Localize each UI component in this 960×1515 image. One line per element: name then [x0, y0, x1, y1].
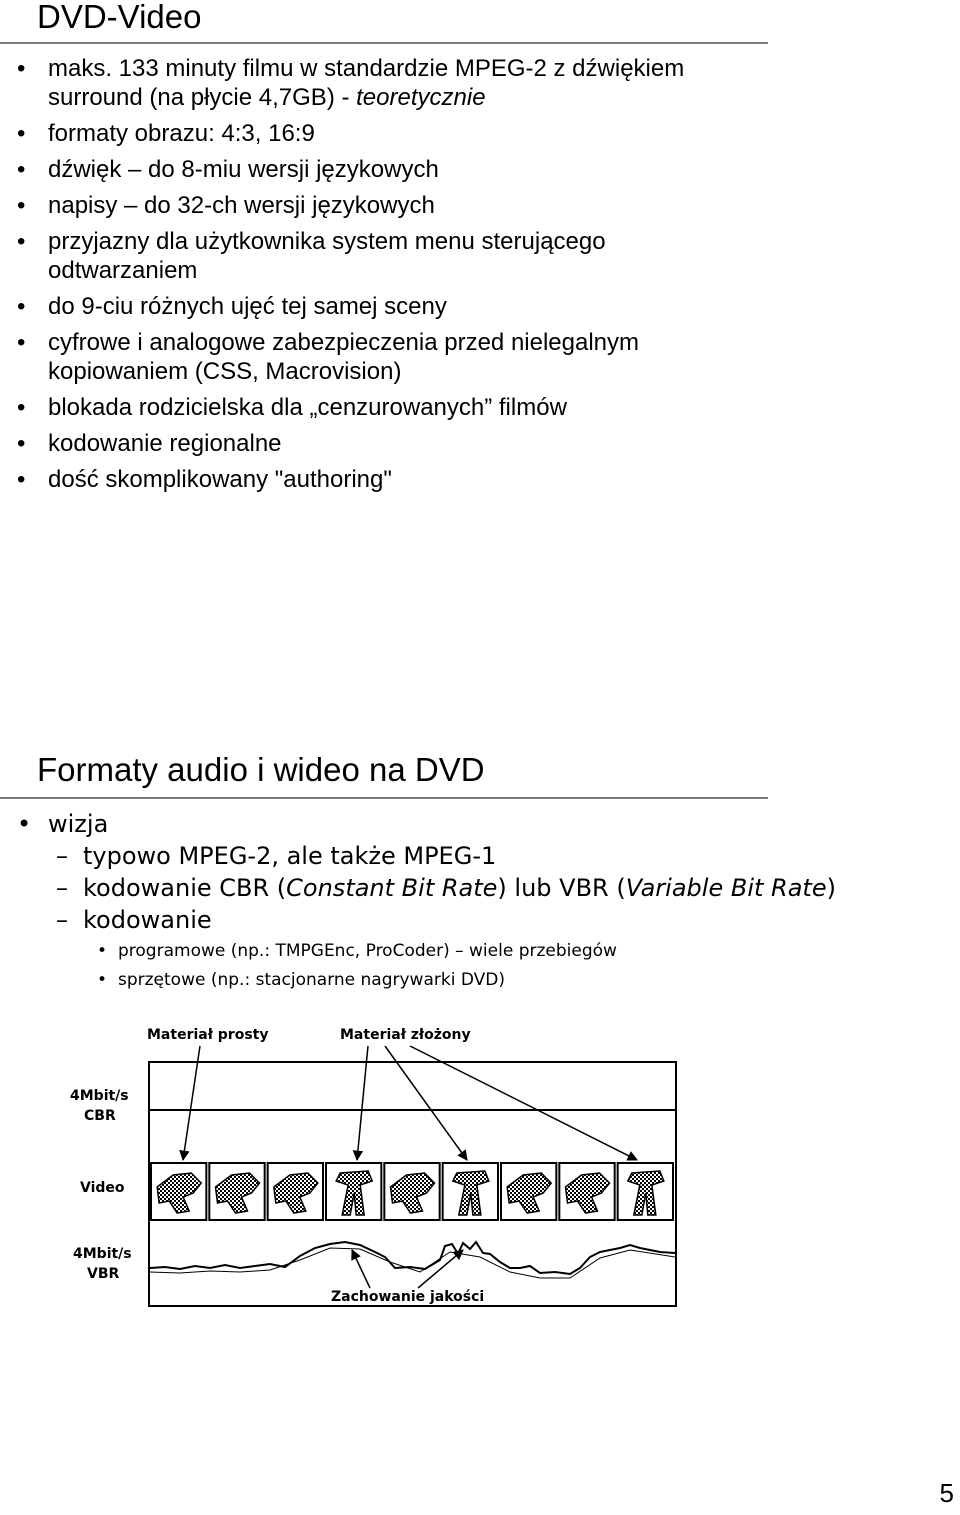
- arrow-complex-2: [385, 1046, 467, 1160]
- list-item: – kodowanie: [0, 908, 836, 932]
- cbr-label: CBR: [84, 1108, 116, 1124]
- video-frame: [443, 1163, 498, 1220]
- page-number: 5: [939, 1478, 954, 1508]
- list-item: • przyjazny dla użytkownika system menu sterującego odtwarzaniem: [0, 227, 684, 285]
- video-frame: [151, 1163, 206, 1220]
- feature-list: [0, 54, 684, 501]
- video-frame: [326, 1163, 381, 1220]
- format-list: [0, 812, 836, 998]
- label-complex-material: Materiał złożony: [340, 1027, 471, 1043]
- video-label: Video: [80, 1180, 125, 1196]
- video-frame: [559, 1163, 614, 1220]
- slide-title: DVD-Video: [37, 0, 202, 35]
- arrow-simple: [183, 1046, 200, 1160]
- video-frame: [268, 1163, 323, 1220]
- list-item: • cyfrowe i analogowe zabezpieczenia przed nielegalnym kopiowaniem (CSS, Macrovision): [0, 328, 684, 386]
- quality-label: Zachowanie jakości: [331, 1289, 485, 1305]
- cbr-vbr-diagram: [0, 1010, 960, 1340]
- list-item: • wizja: [0, 812, 836, 836]
- vbr-curve-secondary: [150, 1248, 675, 1278]
- title-rule: [0, 797, 768, 799]
- video-frames: [151, 1163, 673, 1220]
- vbr-rate-label: 4Mbit/s: [73, 1246, 132, 1262]
- list-item: • dość skomplikowany "authoring": [0, 465, 684, 494]
- list-item: • programowe (np.: TMPGEnc, ProCoder) – wiele przebiegów: [0, 940, 836, 962]
- list-item: • sprzętowe (np.: stacjonarne nagrywarki DVD): [0, 969, 836, 991]
- list-item: • blokada rodzicielska dla „cenzurowanych” filmów: [0, 393, 684, 422]
- video-frame: [209, 1163, 264, 1220]
- vbr-label: VBR: [87, 1266, 120, 1282]
- list-item: • do 9-ciu różnych ujęć tej samej sceny: [0, 292, 684, 321]
- list-item: • napisy – do 32-ch wersji językowych: [0, 191, 684, 220]
- arrow-complex-1: [357, 1046, 368, 1160]
- list-item: – kodowanie CBR (Constant Bit Rate) lub VBR (Variable Bit Rate): [0, 876, 836, 900]
- list-item: • formaty obrazu: 4:3, 16:9: [0, 119, 684, 148]
- label-simple-material: Materiał prosty: [147, 1027, 269, 1043]
- cbr-rate-label: 4Mbit/s: [70, 1088, 129, 1104]
- video-frame: [501, 1163, 556, 1220]
- slide-title: Formaty audio i wideo na DVD: [37, 751, 485, 788]
- list-item: • dźwięk – do 8-miu wersji językowych: [0, 155, 684, 184]
- list-item: • maks. 133 minuty filmu w standardzie MPEG-2 z dźwiękiem surround (na płycie 4,7GB) - teoretycznie: [0, 54, 684, 112]
- list-item: • kodowanie regionalne: [0, 429, 684, 458]
- list-item: – typowo MPEG-2, ale także MPEG-1: [0, 844, 836, 868]
- arrow-complex-3: [410, 1046, 637, 1160]
- title-rule: [0, 42, 768, 44]
- arrow-quality-1: [352, 1250, 370, 1288]
- video-frame: [384, 1163, 439, 1220]
- video-frame: [618, 1163, 673, 1220]
